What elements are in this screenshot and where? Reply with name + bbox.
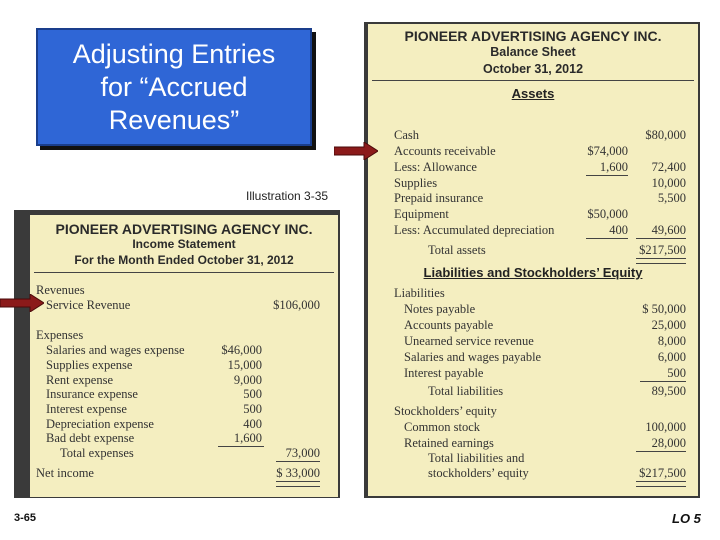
bs-liability-value: 25,000 <box>651 318 686 332</box>
bs-accum-dep-label: Less: Accumulated depreciation <box>394 223 555 237</box>
bs-total-liabilities-label: Total liabilities <box>428 384 504 398</box>
bs-date: October 31, 2012 <box>482 62 584 76</box>
bs-equity-item-value: 28,000 <box>651 436 686 450</box>
is-expense-label: Interest expense <box>46 402 127 416</box>
income-statement-panel <box>30 215 338 497</box>
is-expense-rule <box>218 446 264 447</box>
bs-equipment-net-value: 49,600 <box>651 223 686 237</box>
is-expense-label: Supplies expense <box>46 358 133 372</box>
bs-equipment-value: $50,000 <box>587 207 628 221</box>
bs-liabilities-rule <box>640 381 686 382</box>
bs-liability-value: 8,000 <box>657 334 686 348</box>
bs-prepaid-label: Prepaid insurance <box>394 191 484 205</box>
arrow-right-icon <box>334 142 378 160</box>
is-net-income-label: Net income <box>36 466 94 480</box>
bs-total-le-value: $217,500 <box>639 466 686 480</box>
is-total-expenses-label: Total expenses <box>60 446 134 460</box>
bs-equity-item-value: 100,000 <box>645 420 686 434</box>
bs-equity-item-label: Retained earnings <box>404 436 494 450</box>
bs-cash-value: $80,000 <box>645 128 686 142</box>
is-expense-value: 500 <box>243 387 262 401</box>
bs-equity-item-label: Common stock <box>404 420 481 434</box>
bs-accum-dep-rule <box>586 238 628 239</box>
is-revenues-label: Revenues <box>36 283 85 297</box>
page-number: 3-65 <box>14 512 37 524</box>
is-expense-value: 500 <box>243 402 262 416</box>
bs-prepaid-value: 5,500 <box>657 191 686 205</box>
bs-equipment-label: Equipment <box>394 207 449 221</box>
is-service-revenue-label: Service Revenue <box>46 298 131 312</box>
bs-total-le-label-2: stockholders’ equity <box>428 466 529 480</box>
bs-ar-value: $74,000 <box>587 144 628 158</box>
is-expense-label: Bad debt expense <box>46 431 135 445</box>
bs-liability-label: Salaries and wages payable <box>404 350 542 364</box>
bs-allowance-value: 1,600 <box>599 160 628 174</box>
is-expenses-label: Expenses <box>36 328 84 342</box>
bs-liability-label: Interest payable <box>404 366 484 380</box>
bs-liability-label: Accounts payable <box>404 318 494 332</box>
bs-total-liabilities-value: 89,500 <box>651 384 686 398</box>
bs-total-le-label-1: Total liabilities and <box>428 451 525 465</box>
bs-allowance-rule <box>586 175 628 176</box>
is-expense-label: Depreciation expense <box>46 417 154 431</box>
is-net-income-value: $ 33,000 <box>276 466 320 480</box>
bs-liabilities-label: Liabilities <box>394 286 445 300</box>
bs-liability-value: 6,000 <box>657 350 686 364</box>
bs-liab-equity-heading: Liabilities and Stockholders’ Equity <box>423 265 643 280</box>
bs-total-assets-double-rule <box>636 258 686 264</box>
bs-supplies-value: 10,000 <box>651 176 686 190</box>
is-expense-label: Insurance expense <box>46 387 138 401</box>
bs-liability-value: 500 <box>667 366 686 380</box>
bs-assets-subtotal-rule <box>636 238 686 239</box>
bs-total-assets-value: $217,500 <box>639 243 686 257</box>
illustration-label: Illustration 3-35 <box>246 189 329 203</box>
bs-liability-label: Notes payable <box>404 302 476 316</box>
bs-liability-label: Unearned service revenue <box>404 334 534 348</box>
is-expense-value: 400 <box>243 417 262 431</box>
bs-header-rule <box>372 80 694 81</box>
bs-total-assets-label: Total assets <box>428 243 486 257</box>
is-expense-label: Rent expense <box>46 373 113 387</box>
is-period: For the Month Ended October 31, 2012 <box>74 253 294 267</box>
is-expense-value: $46,000 <box>221 343 262 357</box>
bs-assets-heading: Assets <box>511 86 555 101</box>
bs-total-le-double-rule <box>636 481 686 487</box>
bs-ar-label: Accounts receivable <box>394 144 496 158</box>
is-expense-value: 1,600 <box>233 431 262 445</box>
bs-company: PIONEER ADVERTISING AGENCY INC. <box>404 28 662 44</box>
is-expense-value: 15,000 <box>227 358 262 372</box>
is-expense-label: Salaries and wages expense <box>46 343 185 357</box>
is-service-revenue-value: $106,000 <box>273 298 320 312</box>
learning-objective: LO 5 <box>672 511 701 526</box>
is-net-income-double-rule <box>276 481 320 487</box>
bs-cash-label: Cash <box>394 128 419 142</box>
is-company: PIONEER ADVERTISING AGENCY INC. <box>55 221 313 237</box>
is-total-rule <box>276 461 320 462</box>
slide-title-box <box>36 28 312 146</box>
is-header-rule <box>34 272 334 273</box>
bs-accum-dep-value: 400 <box>609 223 628 237</box>
bs-equity-rule <box>636 451 686 452</box>
bs-allowance-label: Less: Allowance <box>394 160 477 174</box>
is-statement-title: Income Statement <box>132 237 236 251</box>
arrow-right-icon <box>0 294 44 312</box>
bs-statement-title: Balance Sheet <box>490 45 576 59</box>
is-total-expenses-value: 73,000 <box>285 446 320 460</box>
slide-title: Adjusting Entries for “Accrued Revenues” <box>72 38 276 135</box>
balance-sheet-panel <box>368 24 698 496</box>
bs-supplies-label: Supplies <box>394 176 438 190</box>
bs-liability-value: $ 50,000 <box>642 302 686 316</box>
bs-equity-label: Stockholders’ equity <box>394 404 497 418</box>
bs-ar-net-value: 72,400 <box>651 160 686 174</box>
is-expense-value: 9,000 <box>233 373 262 387</box>
